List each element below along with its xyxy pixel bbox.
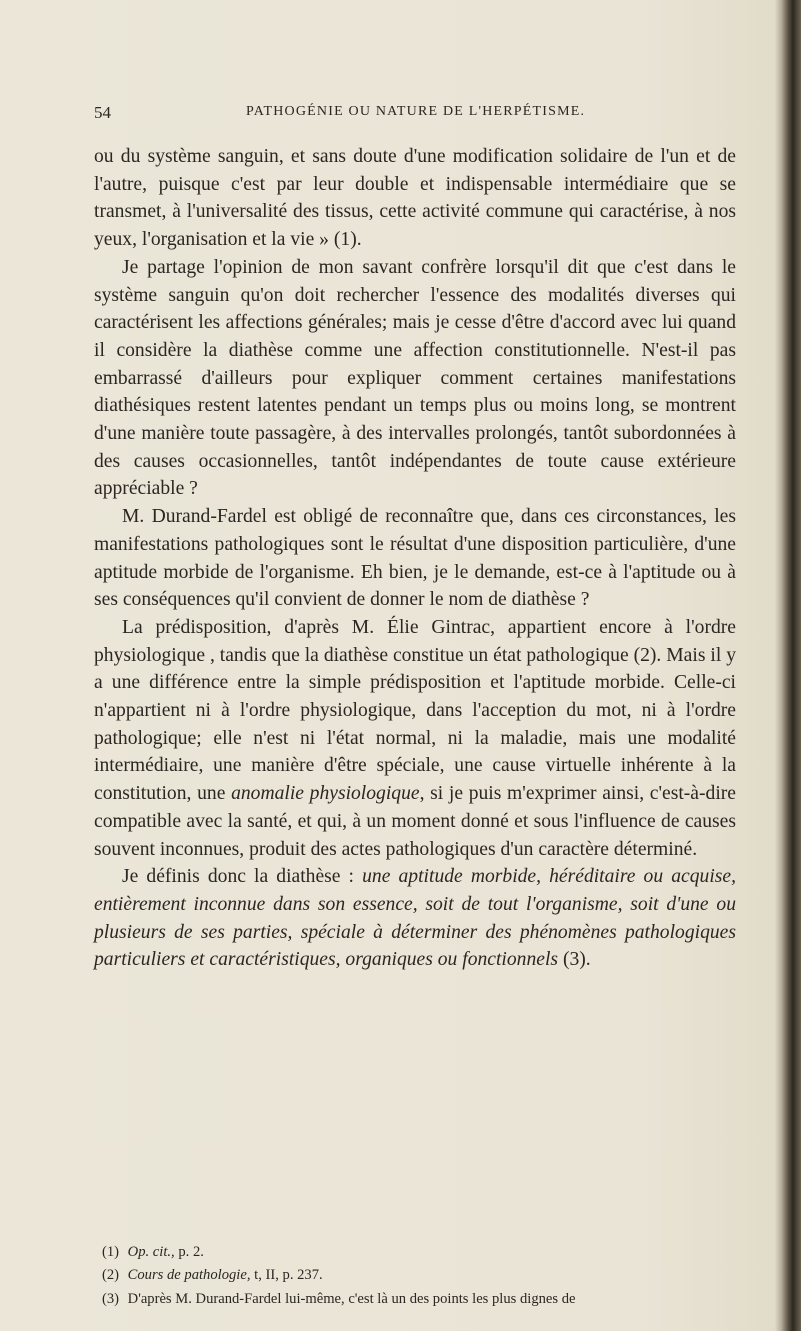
running-title: PATHOGÉNIE OU NATURE DE L'HERPÉTISME. bbox=[246, 104, 586, 119]
footnote-3: (3) D'après M. Durand-Fardel lui-même, c'est là un des points les plus dignes de bbox=[102, 1290, 576, 1307]
book-spine-edge bbox=[781, 0, 801, 1331]
paragraph-1: ou du système sanguin, et sans doute d'une modification solidaire de l'un et de l'autre, puisque c'est par leur double et indispensable intermédiaire que se transmet, à l'universalité des tissus, cette activité commune qui caractérise, à nos yeux, l'organisation et la vie » (1). bbox=[94, 146, 736, 251]
paragraph-4: La prédisposition, d'après M. Élie Gintrac, appartient encore à l'ordre physiologique , tandis que la diathèse constitue un état pathologique (2). Mais il y a une différence entre la simple prédisposition et l'aptitude morbide. Celle-ci n'appartient ni à l'ordre physiologique, dans l'acception du mot, ni à l'ordre pathologique; elle n'est ni l'état normal, ni la maladie, mais une modalité intermédiaire, une manière d'être spéciale, une cause virtuelle inhérente à la constitution, une anomalie physiologique, si je puis m'exprimer ainsi, c'est-à-dire compatible avec la santé, et qui, à un moment donné et sous l'influence de causes souvent inconnues, produit des actes pathologiques d'un caractère déterminé. bbox=[94, 616, 736, 860]
body-text bbox=[94, 143, 736, 974]
footnote-1: (1) Op. cit., p. 2. bbox=[102, 1244, 204, 1260]
italic-term: anomalie physiologique bbox=[231, 783, 420, 805]
italic-definition: une aptitude morbide, héréditaire ou acquise, entièrement inconnue dans son essence, soit de tout l'organisme, soit d'une ou plusieurs de ses parties, spéciale à déterminer des phénomènes pathologiques particuliers et caractéristiques, organiques ou fonctionnels bbox=[94, 866, 737, 971]
paragraph-3: M. Durand-Fardel est obligé de reconnaître que, dans ces circonstances, les manifestations pathologiques sont le résultat d'une disposition particulière, d'une aptitude morbide de l'organisme. Eh bien, je le demande, est-ce à l'aptitude ou à ses conséquences qu'il convient de donner le nom de diathèse ? bbox=[94, 506, 736, 611]
footnote-2: (2) Cours de pathologie, t, II, p. 237. bbox=[102, 1267, 323, 1284]
footnotes bbox=[102, 1241, 752, 1311]
paragraph-5-definition: Je définis donc la diathèse : une aptitude morbide, héréditaire ou acquise, entièrement inconnue dans son essence, soit de tout l'organisme, soit d'une ou plusieurs de ses parties, spéciale à déterminer des phénomènes pathologiques particuliers et caractéristiques, organiques ou fonctionnels (3). bbox=[94, 866, 737, 971]
paragraph-2: Je partage l'opinion de mon savant confrère lorsqu'il dit que c'est dans le système sanguin qu'on doit rechercher l'essence des modalités diverses qui caractérisent les affections générales; mais je cesse d'être d'accord avec lui quand il considère la diathèse comme une affection constitutionnelle. N'est-il pas embarrassé d'ailleurs pour expliquer comment certaines manifestations diathésiques restent latentes pendant un temps plus ou moins long, se montrent d'une manière toute passagère, à des intervalles prolongés, tantôt subordonnées à des causes occasionnelles, tantôt indépendantes de toute cause extérieure appréciable ? bbox=[94, 256, 736, 500]
page-header bbox=[94, 103, 734, 127]
page-number: 54 bbox=[94, 103, 111, 122]
